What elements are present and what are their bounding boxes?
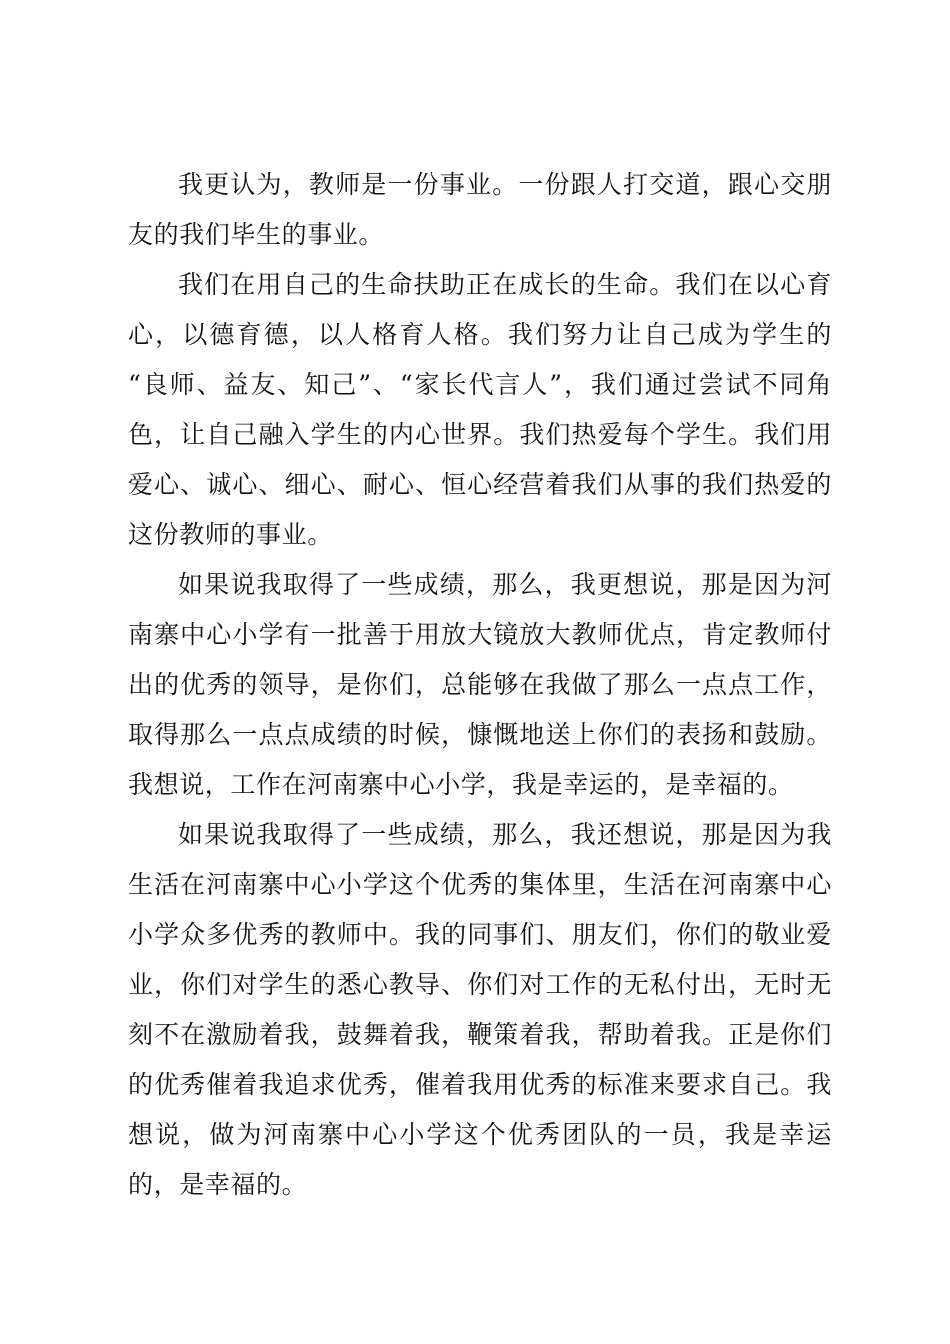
paragraph-3: 如果说我取得了一些成绩，那么，我更想说，那是因为河南寨中心小学有一批善于用放大镜放大教师优点，肯定教师付出的优秀的领导，是你们，总能够在我做了那么一点点工作，取得那么一点点成绩的时候，慷慨地送上你们的表扬和鼓励。我想说，工作在河南寨中心小学，我是幸运的，是幸福的。: [128, 570, 832, 799]
document-body: [128, 160, 832, 1210]
paragraph-1: 我更认为，教师是一份事业。一份跟人打交道，跟心交朋友的我们毕生的事业。: [128, 170, 832, 249]
paragraph-2: 我们在用自己的生命扶助正在成长的生命。我们在以心育心，以德育德，以人格育人格。我们努力让自己成为学生的 “良师、益友、知己”、“家长代言人”，我们通过尝试不同角色，让自己融入学生的内心世界。我们热爱每个学生。我们用爱心、诚心、细心、耐心、恒心经营着我们从事的我们热爱的这份教师的事业。: [128, 270, 832, 549]
paragraph-4: 如果说我取得了一些成绩，那么，我还想说，那是因为我生活在河南寨中心小学这个优秀的集体里，生活在河南寨中心小学众多优秀的教师中。我的同事们、朋友们，你们的敬业爱业，你们对学生的悉心教导、你们对工作的无私付出，无时无刻不在激励着我，鼓舞着我，鞭策着我，帮助着我。正是你们的优秀催着我追求优秀，催着我用优秀的标准来要求自己。我想说，做为河南寨中心小学这个优秀团队的一员，我是幸运的，是幸福的。: [128, 820, 832, 1199]
